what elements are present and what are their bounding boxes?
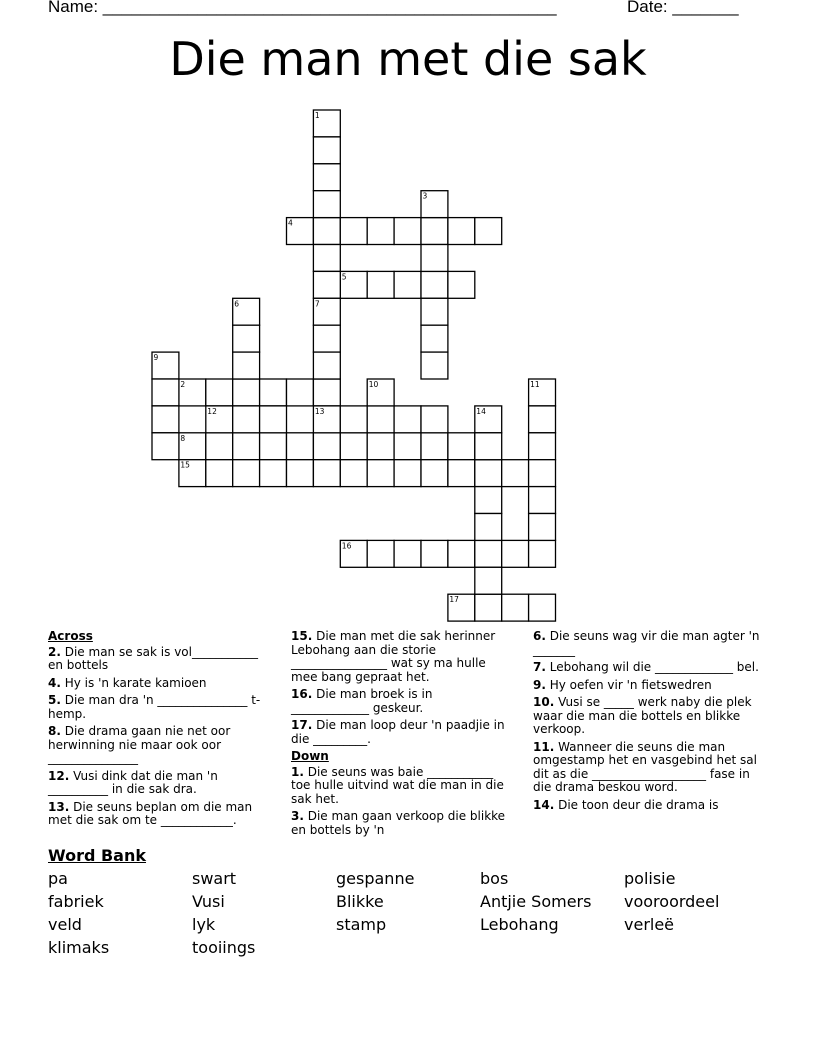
crossword-cell[interactable] [502, 460, 529, 487]
crossword-cell[interactable] [206, 433, 233, 460]
cell-number: 8 [180, 433, 186, 443]
crossword-cell[interactable] [367, 379, 394, 406]
crossword-cell[interactable] [260, 406, 287, 433]
across-clue-list [48, 646, 270, 828]
word-bank-item: polisie [624, 869, 676, 888]
word-bank-item: stamp [336, 915, 387, 934]
crossword-cell[interactable] [529, 487, 556, 514]
cell-number: 9 [153, 353, 159, 363]
clue-number: 9. [533, 677, 546, 692]
clue-text: Die seuns was baie ___________ toe hulle uitvind wat die man in die sak het. [291, 764, 504, 806]
crossword-cell[interactable] [421, 406, 448, 433]
crossword-cell[interactable] [287, 379, 314, 406]
clue-item [291, 766, 513, 807]
crossword-cell[interactable] [367, 406, 394, 433]
crossword-cell[interactable] [233, 325, 260, 352]
clue-item [48, 801, 270, 828]
crossword-cell[interactable] [313, 271, 340, 298]
down-clue-list [533, 630, 765, 812]
across-clue-list [291, 630, 513, 746]
cell-number: 11 [530, 380, 540, 389]
clue-item [48, 646, 270, 673]
clue-number: 11. [533, 739, 555, 754]
clue-item [533, 696, 765, 737]
crossword-cell[interactable] [475, 514, 502, 541]
word-bank [48, 868, 768, 959]
word-bank-item: Antjie Somers [480, 892, 592, 911]
clue-text: Die seuns beplan om die man met die sak om te ____________. [48, 799, 253, 827]
cell-number: 12 [207, 406, 217, 416]
crossword-cell[interactable] [152, 379, 179, 406]
crossword-cell[interactable] [313, 406, 340, 433]
clue-text: Lebohang wil die _____________ bel. [545, 660, 759, 674]
cell-number: 16 [341, 541, 352, 551]
crossword-cell[interactable] [475, 218, 502, 245]
clue-text: Hy oefen vir 'n fietswedren [545, 677, 712, 692]
crossword-cell[interactable] [394, 460, 421, 487]
crossword-cell[interactable] [421, 540, 448, 567]
clue-item [291, 630, 513, 684]
crossword-cell[interactable] [421, 245, 448, 272]
crossword-cell[interactable] [152, 352, 179, 379]
crossword-cell[interactable] [340, 218, 367, 245]
crossword-cell[interactable] [394, 218, 421, 245]
crossword-cell[interactable] [287, 433, 314, 460]
crossword-cell[interactable] [475, 433, 502, 460]
crossword-cell[interactable] [313, 298, 340, 325]
word-bank-heading: Word Bank [48, 846, 147, 865]
crossword-cell[interactable] [313, 191, 340, 218]
crossword-cell[interactable] [394, 271, 421, 298]
crossword-cell[interactable] [233, 406, 260, 433]
clue-item [48, 694, 270, 721]
clue-text: Die man loop deur 'n paadjie in die _________. [291, 718, 505, 746]
crossword-cell[interactable] [152, 406, 179, 433]
clue-number: 12. [48, 768, 70, 783]
crossword-cell[interactable] [502, 594, 529, 621]
crossword-cell[interactable] [448, 433, 475, 460]
crossword-cell[interactable] [313, 433, 340, 460]
word-bank-item: gespanne [336, 869, 415, 888]
clue-number: 5. [48, 693, 61, 707]
clue-text: Hy is 'n karate kamioen [60, 675, 207, 690]
cell-number: 15 [180, 460, 190, 470]
crossword-cell[interactable] [179, 379, 206, 406]
crossword-cell[interactable] [367, 460, 394, 487]
crossword-cell[interactable] [529, 514, 556, 541]
word-bank-item: vooroordeel [624, 892, 720, 911]
cell-number: 13 [314, 406, 325, 416]
crossword-cell[interactable] [179, 460, 206, 487]
clue-number: 14. [533, 797, 555, 812]
clue-text: Die drama gaan nie net oor herwinning nie maar ook oor _______________ [48, 724, 231, 765]
crossword-cell[interactable] [260, 379, 287, 406]
clue-text: Die seuns wag vir die man agter 'n _______ [533, 629, 760, 657]
cell-number: 4 [288, 218, 293, 228]
crossword-cell[interactable] [367, 271, 394, 298]
cell-number: 14 [476, 406, 486, 416]
clue-text: Die man dra 'n _______________ t-hemp. [48, 693, 261, 721]
clue-number: 3. [291, 809, 304, 823]
clue-item [48, 770, 270, 797]
clue-text: Vusi dink dat die man 'n __________ in die sak dra. [48, 768, 218, 796]
crossword-cell[interactable] [206, 379, 233, 406]
crossword-cell[interactable] [367, 218, 394, 245]
crossword-cell[interactable] [421, 271, 448, 298]
clue-number: 6. [533, 629, 546, 643]
crossword-cell[interactable] [475, 460, 502, 487]
crossword-cell[interactable] [313, 325, 340, 352]
crossword-cell[interactable] [475, 487, 502, 514]
across-heading: Across [48, 629, 93, 643]
crossword-cell[interactable] [421, 460, 448, 487]
crossword-cell[interactable] [421, 433, 448, 460]
crossword-cell[interactable] [502, 540, 529, 567]
clue-item [533, 799, 765, 813]
crossword-cell[interactable] [287, 460, 314, 487]
crossword-cell[interactable] [421, 325, 448, 352]
crossword-cell[interactable] [313, 379, 340, 406]
word-bank-item: fabriek [48, 892, 104, 911]
clue-number: 7. [533, 660, 546, 674]
down-clue-list [291, 766, 513, 838]
crossword-cell[interactable] [313, 164, 340, 191]
crossword-cell[interactable] [313, 352, 340, 379]
crossword-cell[interactable] [233, 379, 260, 406]
crossword-cell[interactable] [448, 460, 475, 487]
crossword-cell[interactable] [313, 460, 340, 487]
clue-text: Die man met die sak herinner Lebohang aan die storie ________________ wat sy ma hulle mee bang gepraat het. [291, 629, 496, 684]
clue-text: Die man gaan verkoop die blikke en bottels by 'n [291, 809, 506, 837]
clue-text: Die man se sak is vol___________ en bottels [48, 644, 258, 672]
crossword-cell[interactable] [421, 352, 448, 379]
crossword-cell[interactable] [529, 433, 556, 460]
clue-number: 10. [533, 695, 555, 709]
crossword-cell[interactable] [206, 406, 233, 433]
crossword-cell[interactable] [367, 433, 394, 460]
crossword-cell[interactable] [421, 218, 448, 245]
crossword-cell[interactable] [529, 406, 556, 433]
word-bank-item: klimaks [48, 938, 110, 957]
clue-item [533, 741, 765, 795]
crossword-cell[interactable] [529, 540, 556, 567]
word-bank-item: pa [48, 869, 68, 888]
clue-item [48, 725, 270, 766]
clue-text: Vusi se _____ werk naby die plek waar die man die bottels en blikke verkoop. [533, 695, 752, 736]
clue-item [291, 719, 513, 746]
crossword-cell[interactable] [260, 460, 287, 487]
crossword-cell[interactable] [448, 594, 475, 621]
clue-text: Wanneer die seuns die man omgestamp het en vasgebind het sal dit as die ___________________ fase in die drama beskou word. [533, 739, 757, 794]
cell-number: 1 [314, 111, 320, 120]
crossword-cell[interactable] [340, 540, 367, 567]
clue-number: 4. [48, 675, 61, 690]
clue-number: 8. [48, 724, 61, 738]
crossword-cell[interactable] [529, 460, 556, 487]
crossword-cell[interactable] [421, 191, 448, 218]
word-bank-item: Lebohang [480, 915, 559, 934]
clue-item [533, 661, 765, 675]
page-title: Die man met die sak [169, 32, 647, 86]
crossword-cell[interactable] [394, 433, 421, 460]
word-bank-item: swart [192, 869, 237, 888]
crossword-cell[interactable] [233, 460, 260, 487]
crossword-cell[interactable] [313, 137, 340, 164]
cell-number: 17 [449, 595, 459, 605]
word-bank-item: lyk [192, 915, 216, 934]
crossword-cell[interactable] [529, 379, 556, 406]
down-heading: Down [291, 749, 329, 763]
crossword-cell[interactable] [233, 298, 260, 325]
crossword-cell[interactable] [287, 218, 314, 245]
crossword-cell[interactable] [206, 460, 233, 487]
crossword-cell[interactable] [421, 298, 448, 325]
clue-item [291, 688, 513, 715]
crossword-cell[interactable] [233, 352, 260, 379]
crossword-cell[interactable] [475, 406, 502, 433]
crossword-cell[interactable] [340, 406, 367, 433]
clue-item [533, 679, 765, 693]
clue-number: 16. [291, 687, 313, 701]
cell-number: 2 [180, 380, 186, 389]
crossword-cell[interactable] [179, 433, 206, 460]
crossword-cell[interactable] [340, 271, 367, 298]
crossword-cell[interactable] [313, 218, 340, 245]
clue-item [48, 677, 270, 691]
clues-column-2 [291, 630, 513, 841]
clue-text: Die man broek is in _____________ geskeur. [291, 687, 433, 715]
crossword-cell[interactable] [260, 433, 287, 460]
date-field-label[interactable]: Date: _______ [627, 0, 739, 16]
clues-column-3 [533, 630, 765, 816]
crossword-cell[interactable] [475, 594, 502, 621]
clue-number: 15. [291, 629, 313, 643]
clue-number: 13. [48, 799, 70, 814]
clue-item [533, 630, 765, 657]
word-bank-item: Blikke [336, 892, 384, 911]
crossword-cell[interactable] [313, 245, 340, 272]
clue-number: 17. [291, 718, 313, 732]
crossword-cell[interactable] [394, 406, 421, 433]
crossword-cell[interactable] [340, 460, 367, 487]
name-field-label[interactable]: Name: ________________________________________________ [48, 0, 557, 16]
cell-number: 10 [368, 380, 379, 389]
crossword-cell[interactable] [529, 594, 556, 621]
clues-column-1 [48, 630, 270, 832]
word-bank-item: bos [480, 869, 509, 888]
word-bank-item: Vusi [192, 892, 225, 911]
crossword-cell[interactable] [475, 567, 502, 594]
word-bank-item: veld [48, 915, 82, 934]
crossword-cell[interactable] [152, 433, 179, 460]
crossword-cell[interactable] [448, 271, 475, 298]
crossword-cell[interactable] [340, 433, 367, 460]
crossword-cell[interactable] [448, 540, 475, 567]
cell-number: 5 [341, 272, 347, 282]
crossword-cell[interactable] [233, 433, 260, 460]
clue-number: 2. [48, 644, 61, 659]
crossword-cell[interactable] [313, 110, 340, 137]
clue-text: Die toon deur die drama is [554, 797, 719, 812]
clue-number: 1. [291, 764, 304, 779]
word-bank-item: tooiings [192, 938, 256, 957]
word-bank-item: verleë [624, 915, 675, 934]
cell-number: 6 [234, 299, 239, 309]
crossword-cell[interactable] [367, 540, 394, 567]
crossword-cell[interactable] [475, 540, 502, 567]
cell-number: 3 [422, 191, 428, 201]
cell-number: 7 [314, 299, 320, 309]
clue-item [291, 810, 513, 837]
crossword-cell[interactable] [394, 540, 421, 567]
crossword-cell[interactable] [448, 218, 475, 245]
